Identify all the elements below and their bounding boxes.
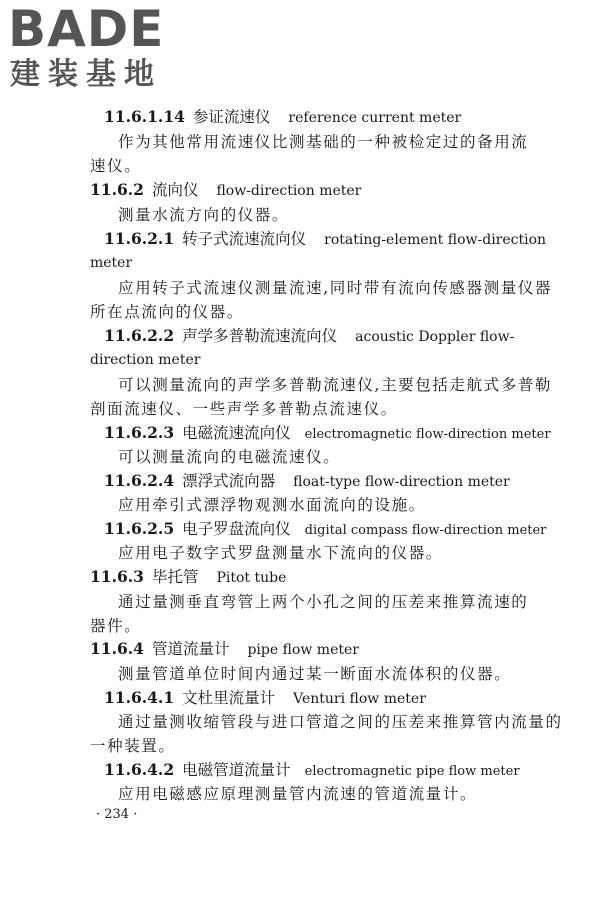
- term-11-6-3: [90, 567, 600, 588]
- definition-line: direction meter: [90, 352, 201, 368]
- term-11-6-4-1: [104, 688, 600, 709]
- term-chinese: 转子式流速流向仪: [182, 230, 307, 248]
- term-number: 11.6.4.1: [104, 688, 175, 707]
- definition-line: 测量水流方向的仪器。: [118, 206, 290, 224]
- term-11-6-4-2: [104, 760, 600, 782]
- term-11-6-2-5: [104, 519, 600, 541]
- term-chinese: 电磁管道流量计: [182, 761, 291, 779]
- term-english: digital compass flow-direction meter: [304, 523, 547, 538]
- definition-line: 剖面流速仪、一些声学多普勒点流速仪。: [90, 400, 398, 418]
- page-number: · 234 ·: [96, 807, 138, 822]
- term-11-6-2-1: [104, 229, 600, 250]
- term-english: rotating-element flow-direction: [324, 232, 547, 248]
- term-number: 11.6.2.3: [104, 423, 175, 442]
- term-english: Pitot tube: [216, 570, 287, 586]
- term-chinese: 电磁流速流向仪: [182, 424, 291, 442]
- definition-line: meter: [90, 255, 133, 271]
- term-number: 11.6.2.2: [104, 326, 175, 345]
- definition-line: 可以测量流向的声学多普勒流速仪,主要包括走航式多普勒: [118, 376, 553, 394]
- definition-line: 作为其他常用流速仪比测基础的一种被检定过的备用流: [118, 133, 529, 151]
- term-english: float-type flow-direction meter: [293, 474, 510, 490]
- term-english: electromagnetic flow-direction meter: [304, 427, 551, 442]
- term-chinese: 文杜里流量计: [182, 689, 276, 707]
- term-english: Venturi flow meter: [293, 691, 426, 707]
- term-number: 11.6.2.5: [104, 519, 175, 538]
- definition-line: 通过量测收缩管段与进口管道之间的压差来推算管内流量的: [118, 713, 563, 731]
- term-11-6-2-3: [104, 423, 600, 445]
- definition-line: 速仪。: [90, 157, 142, 175]
- term-number: 11.6.4.2: [104, 760, 175, 779]
- definition-line: 应用牵引式漂浮物观测水面流向的设施。: [118, 496, 426, 514]
- term-number: 11.6.2.4: [104, 471, 175, 490]
- term-chinese: 毕托管: [151, 568, 199, 586]
- term-11-6-2-2: [104, 326, 600, 347]
- term-number: 11.6.3: [90, 567, 144, 586]
- term-english: acoustic Doppler flow-: [355, 329, 515, 345]
- term-chinese: 参证流速仪: [192, 108, 271, 126]
- definition-line: 可以测量流向的电磁流速仪。: [118, 448, 341, 466]
- term-english: pipe flow meter: [247, 642, 359, 658]
- logo-subtitle: 建装基地: [10, 57, 162, 92]
- logo-brand: BADE: [8, 0, 165, 58]
- definition-line: 应用电子数字式罗盘测量水下流向的仪器。: [118, 544, 443, 562]
- term-11-6-4: [90, 639, 600, 660]
- definition-line: 一种装置。: [90, 737, 176, 755]
- term-english: reference current meter: [288, 110, 462, 126]
- term-chinese: 电子罗盘流向仪: [182, 520, 291, 538]
- term-english: flow-direction meter: [216, 183, 362, 199]
- definition-line: 应用电磁感应原理测量管内流速的管道流量计。: [118, 785, 478, 803]
- definition-line: 器件。: [90, 617, 142, 635]
- bade-logo: [8, 0, 178, 96]
- term-number: 11.6.1.14: [104, 107, 185, 126]
- term-number: 11.6.4: [90, 639, 144, 658]
- term-chinese: 漂浮式流向器: [182, 472, 276, 490]
- definition-line: 测量管道单位时间内通过某一断面水流体积的仪器。: [118, 665, 512, 683]
- term-number: 11.6.2: [90, 180, 144, 199]
- definition-line: 应用转子式流速仪测量流速,同时带有流向传感器测量仪器: [118, 279, 553, 297]
- term-chinese: 声学多普勒流速流向仪: [182, 327, 338, 345]
- term-english: electromagnetic pipe flow meter: [304, 764, 520, 779]
- definition-line: 通过量测垂直弯管上两个小孔之间的压差来推算流速的: [118, 593, 529, 611]
- term-11-6-2: [90, 180, 600, 201]
- term-chinese: 管道流量计: [151, 640, 230, 658]
- definition-line: 所在点流向的仪器。: [90, 303, 244, 321]
- term-chinese: 流向仪: [151, 181, 199, 199]
- term-11-6-1-14: [104, 107, 600, 128]
- term-11-6-2-4: [104, 471, 600, 492]
- term-number: 11.6.2.1: [104, 229, 175, 248]
